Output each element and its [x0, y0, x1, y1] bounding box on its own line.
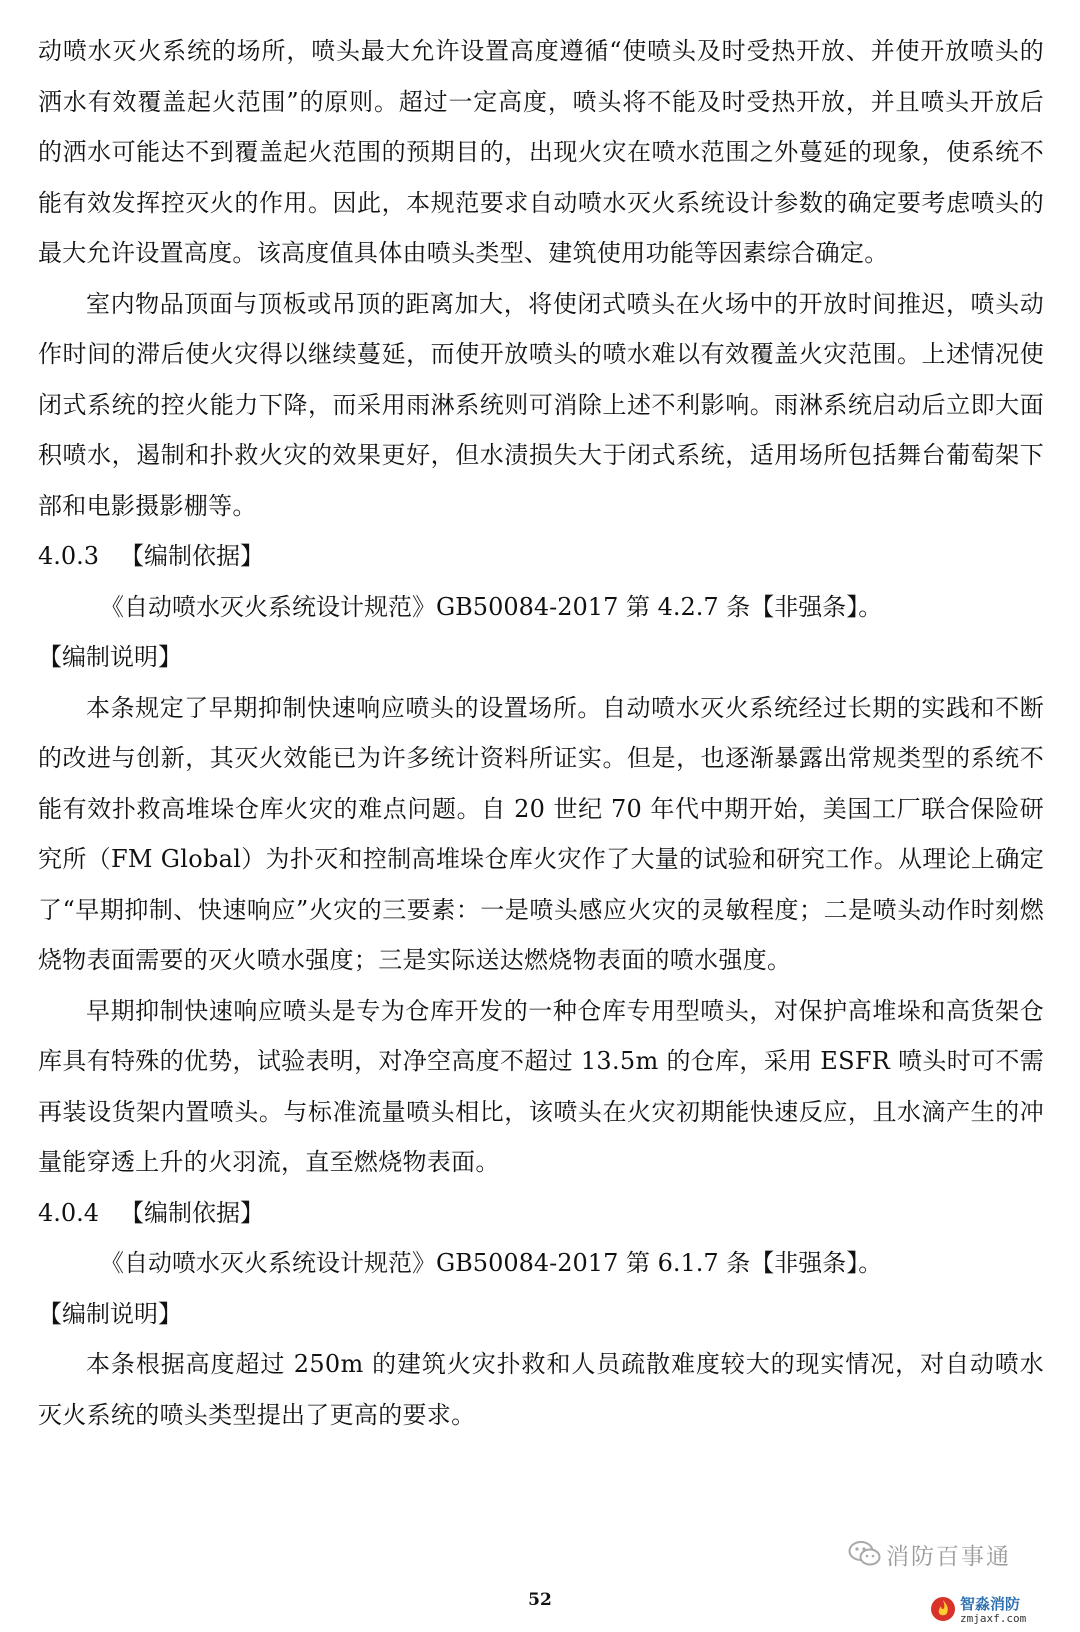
page-number: 52 [528, 1590, 552, 1610]
paragraph-sprinkler-type: 本条根据高度超过 250m 的建筑火灾扑救和人员疏散难度较大的现实情况，对自动喷水灭火系统的喷头类型提出了更高的要求。 [38, 1350, 1044, 1429]
zhimiao-logo-icon [930, 1596, 956, 1622]
basis-label: 【编制依据】 [120, 542, 264, 570]
paragraph-ceiling-distance: 室内物品顶面与顶板或吊顶的距离加大，将使闭式喷头在火场中的开放时间推迟，喷头动作时间的滞后使火灾得以继续蔓延，而使开放喷头的喷水难以有效覆盖火灾范围。上述情况使闭式系统的控火能力下降，而采用雨淋系统则可消除上述不利影响。雨淋系统启动后立即大面积喷水，遏制和扑救火灾的效果更好，但水渍损失大于闭式系统，适用场所包括舞台葡萄架下部和电影摄影棚等。 [38, 289, 1044, 520]
paragraph-continued: 动喷水灭火系统的场所，喷头最大允许设置高度遵循“使喷头及时受热开放、并使开放喷头的洒水有效覆盖起火范围”的原则。超过一定高度，喷头将不能及时受热开放，并且喷头开放后的洒水可能达不到覆盖起火范围的预期目的，出现火灾在喷水范围之外蔓延的现象，使系统不能有效发挥控灭火的作用。因此，本规范要求自动喷水灭火系统设计参数的确定要考虑喷头的最大允许设置高度。该高度值具体由喷头类型、建筑使用功能等因素综合确定。 [38, 37, 1044, 267]
clause-number: 4.0.4 [38, 1198, 100, 1227]
site-logo [930, 1592, 1040, 1630]
explanation-label: 【编制说明】 [38, 643, 182, 671]
paragraph-esfr-advantages: 早期抑制快速响应喷头是专为仓库开发的一种仓库专用型喷头，对保护高堆垛和高货架仓库具有特殊的优势，试验表明，对净空高度不超过 13.5m 的仓库，采用 ESFR 喷头时可不需再装设货架内置喷头。与标准流量喷头相比，该喷头在火灾初期能快速反应，且水滴产生的冲量能穿透上升的火羽流，直至燃烧物表面。 [38, 996, 1044, 1176]
logo-url: zmjaxf.com [960, 1612, 1027, 1625]
basis-citation: 《自动喷水灭火系统设计规范》GB50084-2017 第 4.2.7 条【非强条】。 [100, 592, 883, 621]
page-content [38, 26, 1044, 1440]
clause-number: 4.0.3 [38, 542, 100, 570]
basis-citation: 《自动喷水灭火系统设计规范》GB50084-2017 第 6.1.7 条【非强条】。 [100, 1249, 883, 1277]
watermark [848, 1538, 1048, 1592]
clause-heading-4-0-4 [38, 1188, 1044, 1239]
watermark-text: 消防百事通 [886, 1544, 1011, 1570]
explanation-label: 【编制说明】 [38, 1299, 182, 1328]
wechat-icon [848, 1540, 882, 1568]
logo-name: 智淼消防 [960, 1595, 1021, 1613]
clause-heading-4-0-3 [38, 531, 1044, 582]
basis-label: 【编制依据】 [120, 1198, 264, 1227]
paragraph-esfr-history: 本条规定了早期抑制快速响应喷头的设置场所。自动喷水灭火系统经过长期的实践和不断的改进与创新，其灭火效能已为许多统计资料所证实。但是，也逐渐暴露出常规类型的系统不能有效扑救高堆垛仓库火灾的难点问题。自 20 世纪 70 年代中期开始，美国工厂联合保险研究所（FM Global）为扑灭和控制高堆垛仓库火灾作了大量的试验和研究工作。从理论上确定了“早期抑制、快速响应”火灾的三要素：一是喷头感应火灾的灵敏程度；二是喷头动作时刻燃烧物表面需要的灭火喷水强度；三是实际送达燃烧物表面的喷水强度。 [38, 693, 1044, 974]
